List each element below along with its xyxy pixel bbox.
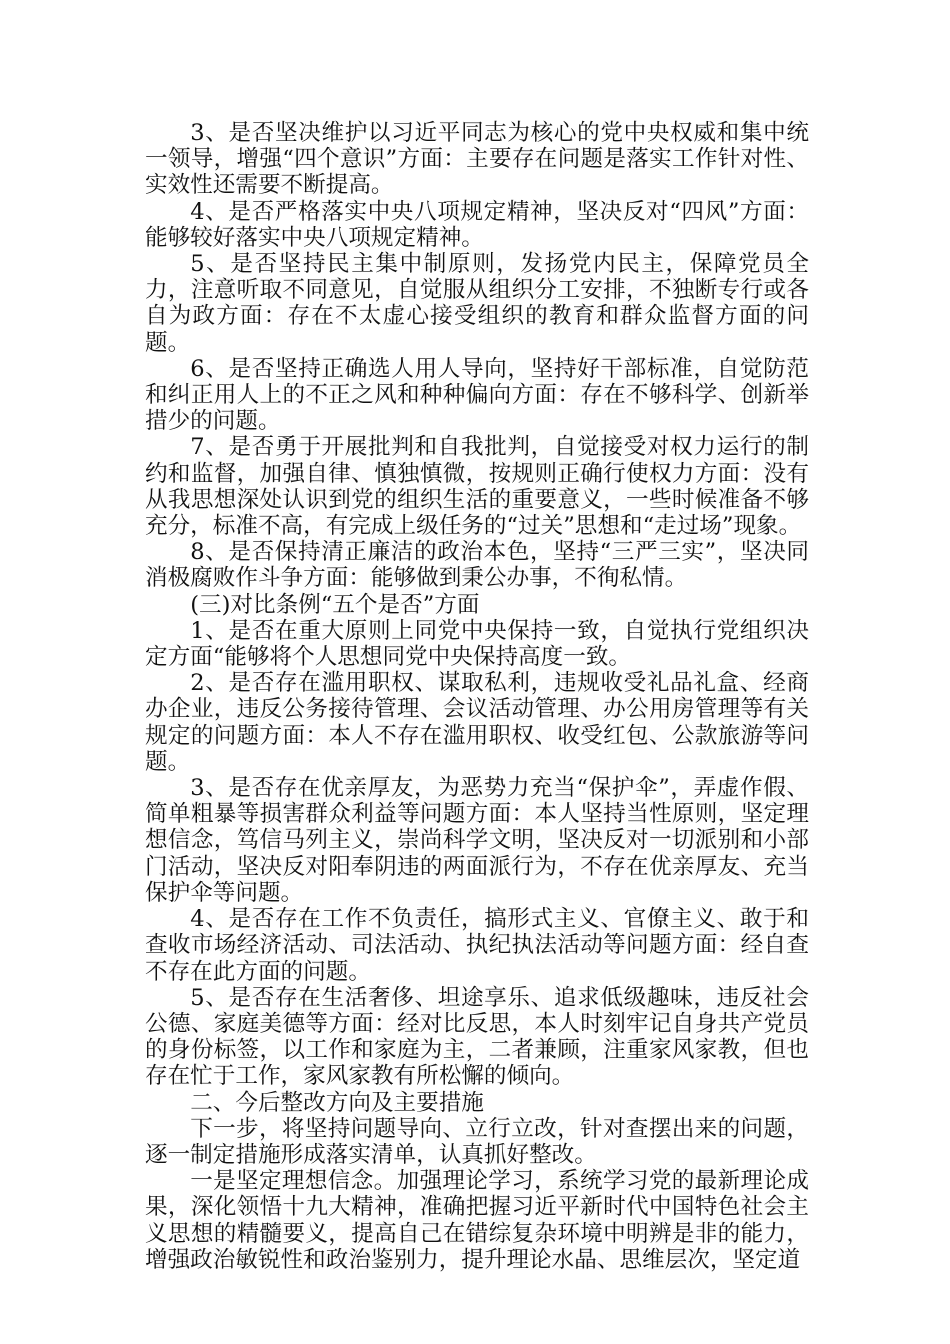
paragraph-item-3: 3、是否坚决维护以习近平同志为核心的党中央权威和集中统一领导，增强“四个意识”方面：主要存在问题是落实工作针对性、实效性还需要不断提高。 xyxy=(145,120,809,199)
section-heading-two: 二、今后整改方向及主要措施 xyxy=(190,1089,484,1116)
paragraph-five-5: 5、是否存在生活奢侈、坦途享乐、追求低级趣味，违反社会公德、家庭美德等方面：经对比反思，本人时刻牢记自身共产党员的身份标签，以工作和家庭为主，二者兼顾，注重家风家教，但也存在忙于工作，家风家教有所松懈的倾向。 xyxy=(145,984,809,1090)
paragraph-five-4: 4、是否存在工作不负责任，搞形式主义、官僚主义、敢于和查收市场经济活动、司法活动、执纪执法活动等问题方面：经自查不存在此方面的问题。 xyxy=(145,906,809,985)
paragraph-next-step: 下一步，将坚持问题导向、立行立改，针对查摆出来的问题，逐一制定措施形成落实清单，认真抓好整改。 xyxy=(145,1115,809,1168)
paragraph-five-1: 1、是否在重大原则上同党中央保持一致，自觉执行党组织决定方面“能够将个人思想同党中央保持高度一致。 xyxy=(145,617,809,671)
paragraph-item-4: 4、是否严格落实中央八项规定精神，坚决反对“四风”方面：能够较好落实中央八项规定精神。 xyxy=(145,198,809,251)
section-heading-three: (三)对比条例“五个是否”方面 xyxy=(190,591,480,618)
paragraph-five-3: 3、是否存在优亲厚友，为恶势力充当“保护伞”，弄虚作假、简单粗暴等损害群众利益等问题方面：本人坚持当性原则，坚定理想信念，笃信马列主义，崇尚科学文明，坚决反对一切派别和小部门活动，坚决反对阳奉阴违的两面派行为，不存在优亲厚友、充当保护伞等问题。 xyxy=(145,775,809,906)
paragraph-item-7: 7、是否勇于开展批判和自我批判，自觉接受对权力运行的制约和监督，加强自律、慎独慎微，按规则正确行使权力方面：没有从我思想深处认识到党的组织生活的重要意义，一些时候准备不够充分，标准不高，有完成上级任务的“过关”思想和“走过场”现象。 xyxy=(145,434,809,540)
paragraph-measure-1: 一是坚定理想信念。加强理论学习，系统学习党的最新理论成果，深化领悟十九大精神，准确把握习近平新时代中国特色社会主义思想的精髓要义，提高自己在错综复杂环境中明辨是非的能力，增强政治敏锐性和政治鉴别力，提升理论水晶、思维层次，坚定道 xyxy=(145,1168,809,1273)
paragraph-item-5: 5、是否坚持民主集中制原则，发扬党内民主，保障党员全力，注意听取不同意见，自觉服从组织分工安排，不独断专行或各自为政方面：存在不太虚心接受组织的教育和群众监督方面的问题。 xyxy=(145,251,809,356)
paragraph-item-6: 6、是否坚持正确选人用人导向，坚持好干部标准，自觉防范和纠正用人上的不正之风和种种偏向方面：存在不够科学、创新举措少的问题。 xyxy=(145,355,809,435)
paragraph-item-8: 8、是否保持清正廉洁的政治本色，坚持“三严三实”，坚决同消极腐败作斗争方面：能够做到秉公办事，不徇私情。 xyxy=(145,539,809,592)
document-body xyxy=(145,120,809,1273)
paragraph-five-2: 2、是否存在滥用职权、谋取私利，违规收受礼品礼盒、经商办企业，违反公务接待管理、会议活动管理、办公用房管理等有关规定的问题方面：本人不存在滥用职权、收受红包、公款旅游等问题。 xyxy=(145,670,809,775)
